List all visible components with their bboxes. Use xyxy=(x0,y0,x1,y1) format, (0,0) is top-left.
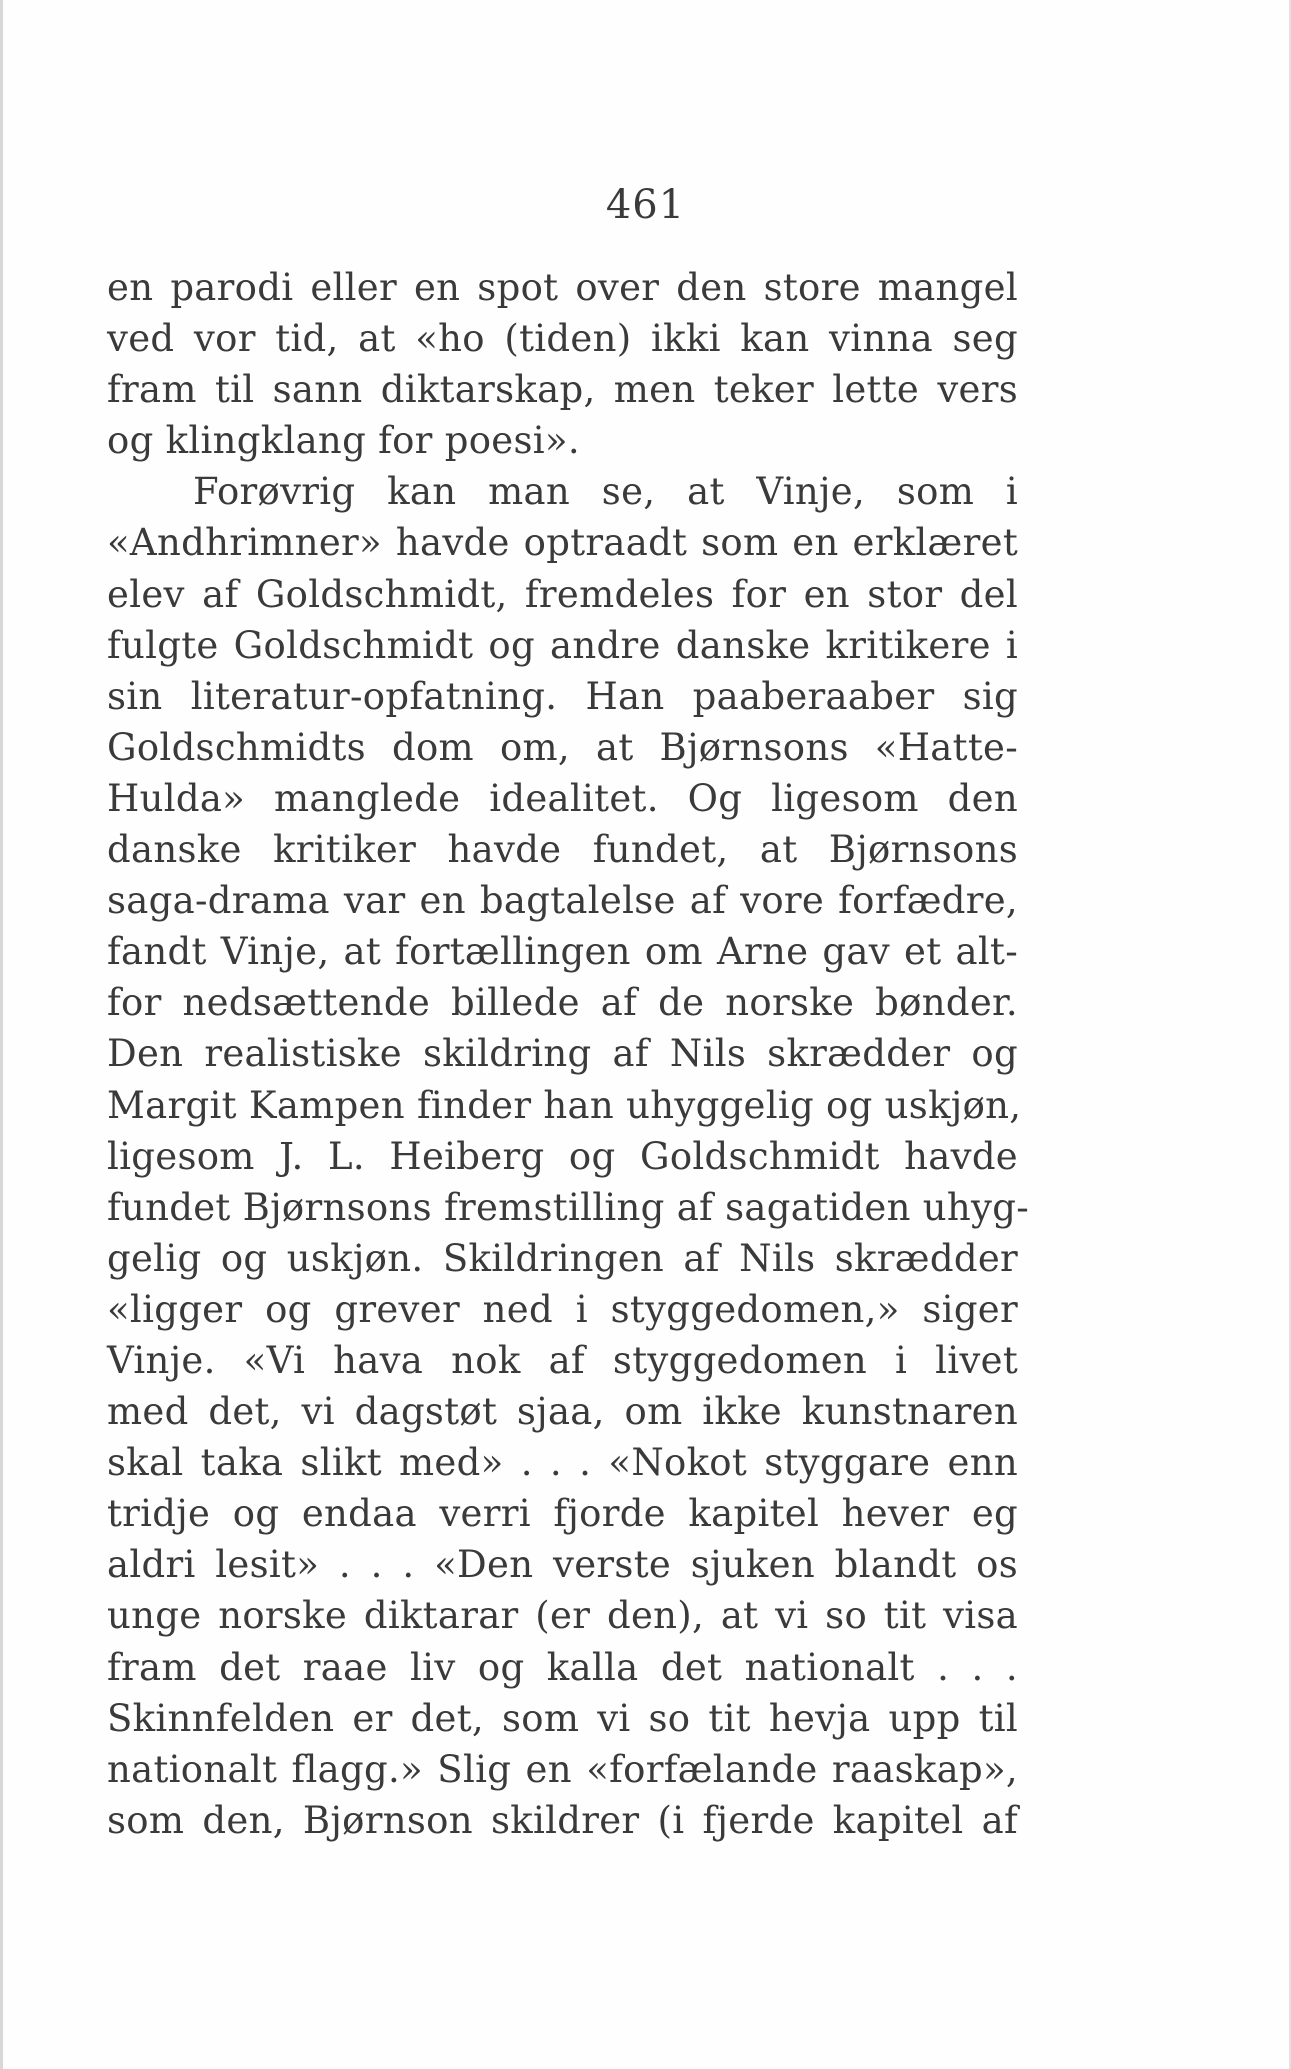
text-line: saga-drama var en bagtalelse af vore forfædre, xyxy=(107,879,1018,923)
text-line: «Andhrimner» havde optraadt som en erklæret xyxy=(107,521,1018,565)
text-line: fandt Vinje, at fortællingen om Arne gav et alt- xyxy=(107,930,1018,974)
text-line: Goldschmidts dom om, at Bjørnsons «Hatte- xyxy=(107,725,1018,769)
text-line: Hulda» manglede idealitet. Og ligesom den xyxy=(107,776,1018,820)
text-line: som den, Bjørnson skildrer (i fjerde kapitel af xyxy=(107,1798,1018,1842)
page-number: 461 xyxy=(605,182,686,228)
text-line: og klingklang for poesi». xyxy=(107,419,580,463)
text-line: Den realistiske skildring af Nils skrædder og xyxy=(107,1032,1018,1076)
text-line: sin literatur-opfatning. Han paaberaaber sig xyxy=(107,674,1018,718)
text-line: fulgte Goldschmidt og andre danske kritikere i xyxy=(107,623,1018,667)
text-line: Margit Kampen finder han uhyggelig og uskjøn, xyxy=(107,1083,1022,1127)
text-line: fram det raae liv og kalla det nationalt . . . xyxy=(107,1645,1018,1689)
body-text xyxy=(107,262,1030,1846)
text-line: en parodi eller en spot over den store mangel xyxy=(107,266,1018,309)
text-line: Skinnfelden er det, som vi so tit hevja upp til xyxy=(107,1696,1018,1740)
text-line: unge norske diktarar (er den), at vi so tit visa xyxy=(107,1594,1018,1638)
text-line: Vinje. «Vi hava nok af styggedomen i livet xyxy=(107,1338,1018,1382)
text-line: ved vor tid, at «ho (tiden) ikki kan vinna seg xyxy=(107,317,1018,361)
text-line: elev af Goldschmidt, fremdeles for en stor del xyxy=(107,572,1018,616)
page-edge-left xyxy=(0,0,3,2069)
text-line: tridje og endaa verri fjorde kapitel hever eg xyxy=(107,1492,1018,1536)
text-line: nationalt flagg.» Slig en «forfælande raaskap», xyxy=(107,1747,1018,1791)
text-line: fundet Bjørnsons fremstilling af sagatiden uhyg- xyxy=(107,1185,1030,1229)
text-line: med det, vi dagstøt sjaa, om ikke kunstnaren xyxy=(107,1390,1018,1434)
text-line: skal taka slikt med» . . . «Nokot styggare enn xyxy=(107,1441,1018,1485)
text-line: Forøvrig kan man se, at Vinje, som i xyxy=(193,470,1018,514)
text-line: fram til sann diktarskap, men teker lette vers xyxy=(107,368,1018,412)
text-line: danske kritiker havde fundet, at Bjørnsons xyxy=(107,828,1018,872)
text-line: gelig og uskjøn. Skildringen af Nils skrædder xyxy=(107,1236,1018,1280)
text-line: ligesom J. L. Heiberg og Goldschmidt havde xyxy=(107,1134,1018,1178)
text-line: for nedsættende billede af de norske bønder. xyxy=(107,981,1018,1025)
text-line: «ligger og grever ned i styggedomen,» siger xyxy=(107,1287,1018,1331)
text-line: aldri lesit» . . . «Den verste sjuken blandt os xyxy=(107,1543,1018,1587)
